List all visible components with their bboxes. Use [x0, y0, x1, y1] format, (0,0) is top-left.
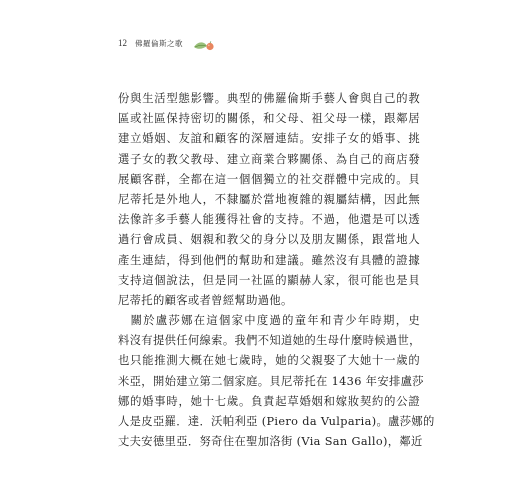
- leaf-and-fruit-ornament-icon: [192, 37, 216, 49]
- page-number: 12: [118, 38, 127, 48]
- text-line: 丈夫安德里亞．努奇住在聖加洛街 (Via San Gallo)，鄰近: [118, 435, 423, 449]
- text-line: 區或社區保持密切的關係，和父母、祖父母一樣，跟鄰居: [118, 112, 420, 126]
- text-line: 米亞，開始建立第二個家庭。貝尼蒂托在 1436 年安排盧莎: [118, 374, 424, 388]
- text-line: 也只能推測大概在她七歲時，她的父親娶了大她十一歲的: [118, 354, 420, 368]
- paragraph-2: [118, 311, 435, 452]
- text-line: 建立婚姻、友誼和顧客的深層連結。安排子女的婚事、挑: [118, 132, 420, 146]
- text-line: 過行會成員、姻親和教父的身分以及朋友關係，跟當地人: [118, 233, 420, 247]
- text-line: 人是皮亞羅．達．沃帕利亞 (Piero da Vulparia)。盧莎娜的: [118, 415, 435, 428]
- text-line: 展顧客群，全都在這一個個獨立的社交群體中完成的。貝: [118, 172, 420, 186]
- text-line: 份與生活型態影響。典型的佛羅倫斯手藝人會與自己的教: [118, 92, 420, 105]
- text-line: 支持這個說法，但是同一社區的顯赫人家，很可能也是貝: [118, 273, 420, 287]
- book-title: 佛羅倫斯之歌: [135, 38, 183, 48]
- text-line: 選子女的教父教母、建立商業合夥關係、為自己的商店發: [118, 152, 420, 166]
- running-head: [118, 36, 216, 50]
- text-line: 娜的婚事時，她十七歲。負責起草婚姻和嫁妝契約的公證: [118, 394, 420, 408]
- paragraph-1: [118, 89, 420, 311]
- text-line: 關於盧莎娜在這個家中度過的童年和青少年時期，史: [118, 314, 420, 328]
- text-line: 尼蒂托是外地人，不隸屬於當地複雜的親屬結構，因此無: [118, 192, 420, 206]
- text-line: 料沒有提供任何線索。我們不知道她的生母什麼時候過世，: [118, 334, 421, 348]
- body-text: [118, 89, 435, 452]
- text-line: 尼蒂托的顧客或者曾經幫助過他。: [118, 293, 293, 307]
- text-line: 產生連結，得到他們的幫助和建議。雖然沒有具體的證據: [118, 253, 420, 267]
- text-line: 法像許多手藝人能獲得社會的支持。不過，他還是可以透: [118, 213, 420, 227]
